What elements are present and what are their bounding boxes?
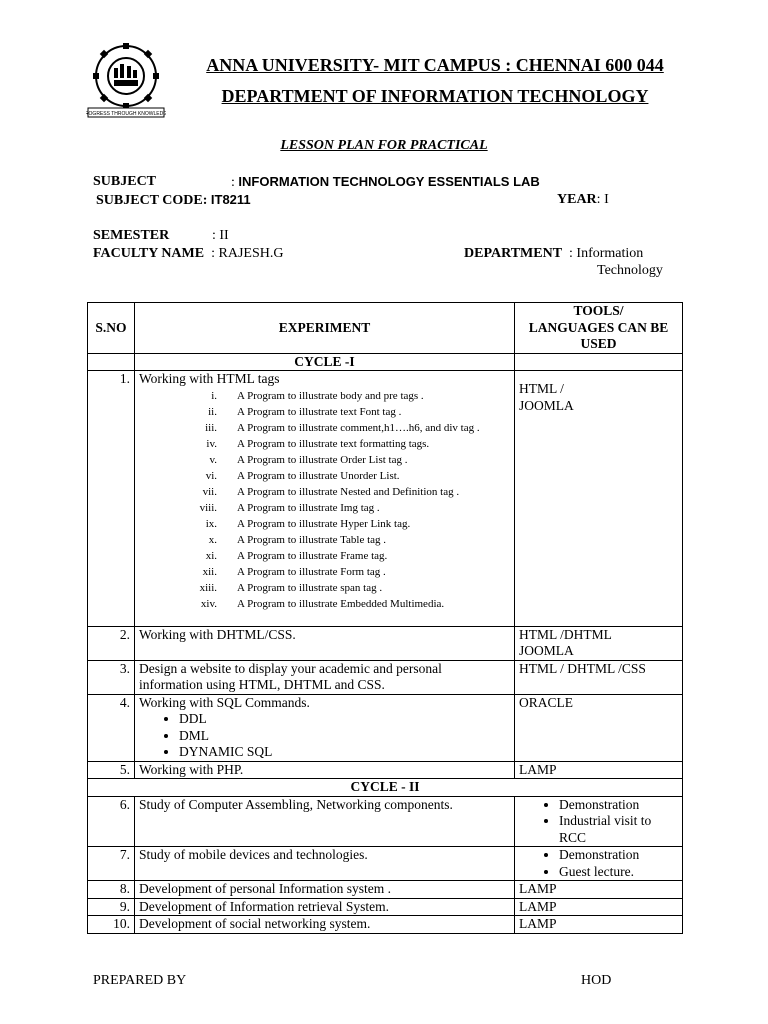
sub-experiment-text: A Program to illustrate Frame tag. xyxy=(237,549,388,562)
sub-experiment-item xyxy=(139,596,510,612)
lesson-plan-title: LESSON PLAN FOR PRACTICAL xyxy=(280,138,488,153)
tools-text: LAMP xyxy=(515,898,683,916)
subject-label: SUBJECT xyxy=(93,174,157,189)
tools-text: JOOMLA xyxy=(519,397,574,413)
experiment-text: Development of social networking system. xyxy=(135,916,515,934)
list-item: • DDL xyxy=(179,711,510,728)
semester-value: II xyxy=(219,228,229,243)
sub-experiment-item xyxy=(139,420,510,436)
year-value: I xyxy=(604,192,609,207)
semester-label: SEMESTER xyxy=(93,228,170,243)
cycle-2-label: CYCLE - II xyxy=(88,779,683,797)
experiment-text: Development of Information retrieval System. xyxy=(135,898,515,916)
cycle-row xyxy=(88,779,683,797)
header-tools-line2: LANGUAGES CAN BE xyxy=(528,319,669,335)
subject-row: : INFORMATION TECHNOLOGY ESSENTIALS LAB xyxy=(231,174,540,190)
experiment-text: Working with PHP. xyxy=(135,761,515,779)
sub-experiment-item xyxy=(139,580,510,596)
sub-experiment-text: A Program to illustrate Table tag . xyxy=(237,533,387,546)
department-title: DEPARTMENT OF INFORMATION TECHNOLOGY xyxy=(221,86,649,106)
sub-experiment-text: A Program to illustrate text formatting tags. xyxy=(237,437,430,450)
sub-experiment-item xyxy=(139,564,510,580)
subject-code-label: SUBJECT CODE xyxy=(96,193,203,208)
year-label: YEAR xyxy=(557,192,597,207)
sub-experiment-number: iii. xyxy=(205,421,217,434)
sub-experiment-number: xiv. xyxy=(200,597,217,610)
row-number: 5. xyxy=(88,761,135,779)
list-item: • Demonstration xyxy=(559,797,678,814)
department-value-2: Technology xyxy=(597,263,663,278)
sub-experiment-text: A Program to illustrate Hyper Link tag. xyxy=(237,517,411,530)
department-value-1: Information xyxy=(576,246,644,261)
sub-experiment-item xyxy=(139,548,510,564)
table-row xyxy=(88,898,683,916)
list-item: • DYNAMIC SQL xyxy=(179,744,510,761)
university-logo xyxy=(86,42,166,118)
department-row: DEPARTMENT : Information xyxy=(464,246,644,261)
sub-experiment-text: A Program to illustrate body and pre tags . xyxy=(237,389,424,402)
subject-code-value: IT8211 xyxy=(210,192,251,207)
sub-experiment-text: A Program to illustrate comment,h1….h6, and div tag . xyxy=(237,421,480,434)
tools-text: LAMP xyxy=(515,881,683,899)
row-number: 4. xyxy=(88,694,135,761)
experiment-text: information using HTML, DHTML and CSS. xyxy=(139,677,385,692)
logo-motto: PROGRESS THROUGH KNOWLEDGE xyxy=(86,111,166,117)
table-row xyxy=(88,371,683,627)
year-row: YEAR: I xyxy=(557,192,609,207)
table-row xyxy=(88,881,683,899)
row-number: 1. xyxy=(88,371,135,627)
sub-experiment-number: v. xyxy=(209,453,217,466)
sub-experiment-item xyxy=(139,484,510,500)
sub-experiment-number: xii. xyxy=(202,565,217,578)
hod-label: HOD xyxy=(581,973,612,988)
experiment-text: Working with DHTML/CSS. xyxy=(135,626,515,660)
sub-experiment-item xyxy=(139,532,510,548)
faculty-label: FACULTY NAME xyxy=(93,246,205,261)
header-experiment: EXPERIMENT xyxy=(135,303,515,354)
prepared-by: PREPARED BY xyxy=(93,973,187,988)
tools-text: ORACLE xyxy=(515,694,683,761)
department-label: DEPARTMENT xyxy=(464,246,563,261)
tools-text: HTML / DHTML /CSS xyxy=(515,660,683,694)
sub-experiment-text: A Program to illustrate Nested and Definition tag . xyxy=(237,485,460,498)
sub-experiment-text: A Program to illustrate text Font tag . xyxy=(237,405,402,418)
experiment-text: Working with SQL Commands. xyxy=(139,694,310,710)
table-row xyxy=(88,847,683,881)
sub-experiment-number: xiii. xyxy=(199,581,217,594)
tools-bullet-list xyxy=(519,847,678,880)
table-row xyxy=(88,796,683,847)
sub-experiment-item xyxy=(139,404,510,420)
subject-value: INFORMATION TECHNOLOGY ESSENTIALS LAB xyxy=(238,174,540,189)
table-row xyxy=(88,626,683,660)
experiment-text: Development of personal Information system . xyxy=(135,881,515,899)
sub-experiment-list xyxy=(139,388,510,612)
list-item: • Industrial visit to RCC xyxy=(559,813,678,846)
cycle-1-label: CYCLE -I xyxy=(135,353,515,371)
sub-experiment-item xyxy=(139,452,510,468)
experiments-table xyxy=(87,302,683,934)
table-row xyxy=(88,660,683,694)
row-number: 6. xyxy=(88,796,135,847)
header-tools-line1: TOOLS/ xyxy=(573,303,624,318)
sub-experiment-number: vii. xyxy=(202,485,217,498)
sub-experiment-number: i. xyxy=(211,389,217,402)
sub-experiment-number: iv. xyxy=(206,437,217,450)
subject-code-row: SUBJECT CODE: IT8211 xyxy=(96,192,251,208)
semester-row: : II xyxy=(212,228,229,243)
row-number: 7. xyxy=(88,847,135,881)
table-row xyxy=(88,761,683,779)
row-number: 8. xyxy=(88,881,135,899)
sub-experiment-text: A Program to illustrate Form tag . xyxy=(237,565,386,578)
faculty-value: RAJESH.G xyxy=(218,246,284,261)
tools-text: HTML /DHTML xyxy=(519,626,612,642)
sub-experiment-item xyxy=(139,468,510,484)
tools-text: LAMP xyxy=(515,916,683,934)
row-number: 3. xyxy=(88,660,135,694)
tools-text: JOOMLA xyxy=(519,643,574,658)
row-number: 9. xyxy=(88,898,135,916)
sub-experiment-number: viii. xyxy=(199,501,217,514)
sub-experiment-item xyxy=(139,436,510,452)
faculty-row: FACULTY NAME : RAJESH.G xyxy=(93,246,284,261)
university-title: ANNA UNIVERSITY- MIT CAMPUS : CHENNAI 600 044 xyxy=(206,55,664,75)
sub-experiment-item xyxy=(139,500,510,516)
sub-experiment-item xyxy=(139,516,510,532)
sql-bullet-list xyxy=(139,711,510,761)
sub-experiment-text: A Program to illustrate Order List tag . xyxy=(237,453,408,466)
table-row xyxy=(88,694,683,761)
tools-text: HTML / xyxy=(519,381,564,396)
sub-experiment-number: ii. xyxy=(208,405,217,418)
header-sno: S.NO xyxy=(88,303,135,354)
sub-experiment-number: xi. xyxy=(205,549,217,562)
sub-experiment-number: ix. xyxy=(205,517,217,530)
sub-experiment-text: A Program to illustrate span tag . xyxy=(237,581,383,594)
tools-bullet-list xyxy=(519,797,678,847)
list-item: • Guest lecture. xyxy=(559,864,678,881)
row-number: 2. xyxy=(88,626,135,660)
sub-experiment-text: A Program to illustrate Embedded Multimedia. xyxy=(237,597,445,610)
list-item: • Demonstration xyxy=(559,847,678,864)
cycle-row xyxy=(88,353,683,371)
header-tools xyxy=(515,303,683,354)
sub-experiment-text: A Program to illustrate Img tag . xyxy=(237,501,380,514)
experiment-text: Study of Computer Assembling, Networking components. xyxy=(135,796,515,847)
header-tools-line3: USED xyxy=(580,336,617,351)
experiment-text: Design a website to display your academic and personal xyxy=(139,660,442,676)
list-item: • DML xyxy=(179,728,510,745)
tools-text: LAMP xyxy=(515,761,683,779)
row-number: 10. xyxy=(88,916,135,934)
sub-experiment-number: x. xyxy=(208,533,217,546)
sub-experiment-text: A Program to illustrate Unorder List. xyxy=(237,469,400,482)
table-row xyxy=(88,916,683,934)
sub-experiment-item xyxy=(139,388,510,404)
experiment-text: Study of mobile devices and technologies. xyxy=(135,847,515,881)
table-header-row xyxy=(88,303,683,354)
experiment-text: Working with HTML tags xyxy=(139,371,280,386)
sub-experiment-number: vi. xyxy=(205,469,217,482)
